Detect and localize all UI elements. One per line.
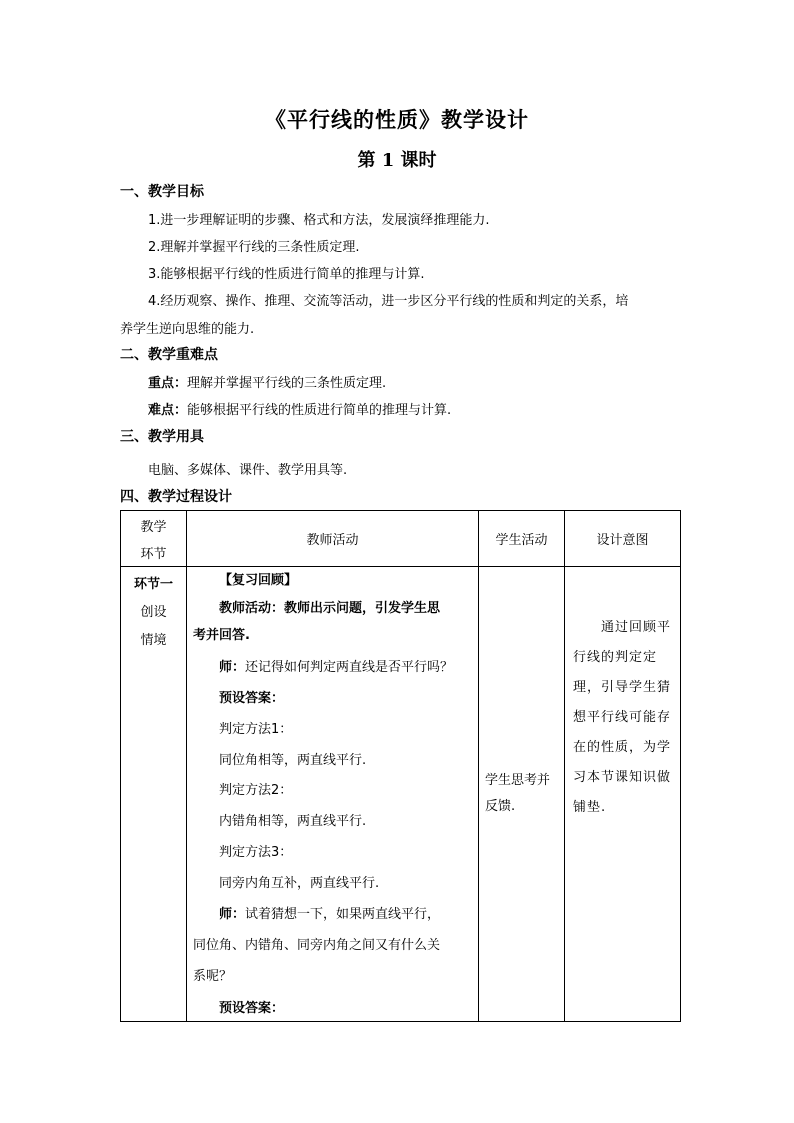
tools-text: 电脑、多媒体、课件、教学用具等. bbox=[148, 463, 348, 478]
method-label: 判定方法1： bbox=[219, 722, 293, 737]
student-activity-text: 反馈. bbox=[485, 799, 516, 814]
header-intent: 设计意图 bbox=[565, 511, 681, 567]
header-stage-line: 教学 bbox=[140, 519, 167, 535]
heading-tools: 三、教学用具 bbox=[120, 429, 204, 445]
header-student: 学生活动 bbox=[479, 511, 565, 567]
lesson-number: 第 1 课时 bbox=[357, 150, 437, 171]
table-row bbox=[121, 567, 681, 1022]
stage-label: 创设 bbox=[140, 605, 167, 620]
method-label: 判定方法3： bbox=[219, 845, 293, 860]
stage-label: 环节一 bbox=[133, 577, 173, 592]
key-point bbox=[148, 372, 386, 391]
table-header-row bbox=[121, 511, 681, 567]
difficulty-text: 能够根据平行线的性质进行简单的推理与计算. bbox=[187, 403, 452, 418]
answer-label: 预设答案： bbox=[219, 691, 285, 706]
objective-item: 3.能够根据平行线的性质进行简单的推理与计算. bbox=[148, 267, 425, 282]
key-point-label: 重点： bbox=[148, 376, 188, 391]
student-activity-cell bbox=[479, 567, 565, 1022]
question-text: 系呢？ bbox=[193, 969, 233, 984]
teacher-activity-cell bbox=[187, 567, 479, 1022]
header-teacher: 教师活动 bbox=[187, 511, 479, 567]
activity-label: 教师活动： bbox=[219, 601, 285, 616]
stage-label: 情境 bbox=[140, 633, 167, 648]
question-text: 试着猜想一下，如果两直线平行， bbox=[245, 907, 441, 922]
method-label: 判定方法2： bbox=[219, 783, 293, 798]
document-title: 《平行线的性质》教学设计 bbox=[265, 107, 529, 132]
objective-item-continued: 养学生逆向思维的能力. bbox=[120, 322, 255, 337]
teacher-activity-line: 考并回答. bbox=[193, 628, 250, 643]
review-heading: 【复习回顾】 bbox=[219, 573, 298, 588]
student-activity-text: 学生思考并 bbox=[485, 773, 551, 788]
heading-keypoints: 二、教学重难点 bbox=[120, 347, 218, 363]
heading-objectives: 一、教学目标 bbox=[120, 184, 204, 200]
teacher-activity-line bbox=[219, 597, 440, 616]
stage-cell bbox=[121, 567, 187, 1022]
design-intent-text: 通过回顾平行线的判定定理，引导学生猜想平行线可能存在的性质，为学习本节课知识做铺垫. bbox=[573, 620, 672, 815]
teacher-label: 师： bbox=[219, 907, 246, 922]
teacher-label: 师： bbox=[219, 660, 246, 675]
activity-text: 教师出示问题，引发学生思 bbox=[284, 601, 441, 616]
key-point-text: 理解并掌握平行线的三条性质定理. bbox=[187, 376, 387, 391]
header-stage bbox=[121, 511, 187, 567]
difficulty-label: 难点： bbox=[148, 403, 188, 418]
method-text: 同旁内角互补，两直线平行. bbox=[219, 876, 380, 891]
objective-item: 4.经历观察、操作、推理、交流等活动，进一步区分平行线的性质和判定的关系，培 bbox=[148, 294, 629, 309]
process-table bbox=[120, 510, 681, 1022]
objective-item: 2.理解并掌握平行线的三条性质定理. bbox=[148, 240, 360, 255]
method-text: 内错角相等，两直线平行. bbox=[219, 814, 367, 829]
teacher-question bbox=[219, 903, 440, 922]
objective-item: 1.进一步理解证明的步骤、格式和方法，发展演绎推理能力. bbox=[148, 213, 490, 228]
question-text: 还记得如何判定两直线是否平行吗？ bbox=[245, 660, 454, 675]
method-text: 同位角相等，两直线平行. bbox=[219, 753, 367, 768]
answer-label: 预设答案： bbox=[219, 1001, 285, 1016]
header-stage-line: 环节 bbox=[140, 546, 167, 562]
question-text: 同位角、内错角、同旁内角之间又有什么关 bbox=[193, 938, 441, 953]
teacher-question bbox=[219, 656, 453, 675]
heading-process: 四、教学过程设计 bbox=[120, 489, 232, 505]
design-intent-cell bbox=[565, 567, 681, 1022]
difficulty-point bbox=[148, 399, 451, 418]
